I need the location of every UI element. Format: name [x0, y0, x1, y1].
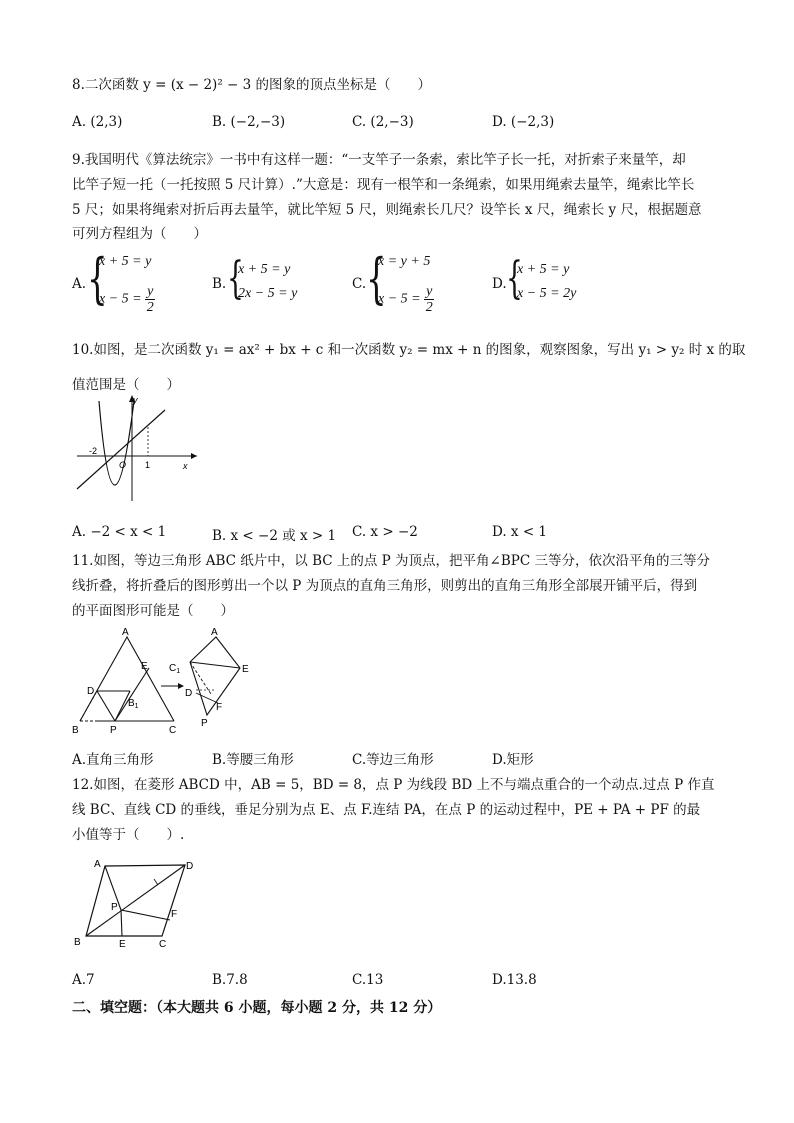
fraction: $\frac{y}{2}$ [425, 284, 433, 315]
segment-dp [97, 691, 115, 721]
q10-options [72, 524, 752, 544]
q12-line-3: 小值等于（ ）. [72, 827, 185, 843]
q10-line-1: 10.如图，是二次函数 y₁ = ax² + bx + c 和一次函数 y₂ = mx + n 的图象，观察图象，写出 y₁ > y₂ 时 x 的取 [72, 342, 746, 358]
label-1: 1 [145, 460, 151, 470]
q10-option-b: B. x < −2 或 x > 1 [212, 528, 337, 544]
triangle-abc [80, 637, 174, 721]
label-c: C [169, 725, 177, 736]
q10-figure [75, 393, 200, 503]
label-b: B [74, 937, 81, 948]
label-a: A [94, 859, 101, 870]
diagonal-bd [86, 865, 185, 936]
brace-icon: { [366, 247, 387, 310]
label-a2: A [211, 627, 218, 638]
q8-options [72, 114, 752, 134]
q11-line-1: 11.如图，等边三角形 ABC 纸片中，以 BC 上的点 P 为顶点，把平角∠BPC 三等分，依次沿平角的三等分 [72, 553, 710, 569]
q9-option-a-label: A. [72, 276, 87, 292]
q10-option-a: A. −2 < x < 1 [72, 524, 167, 540]
q10-option-d: D. x < 1 [492, 524, 548, 540]
label-f: F [171, 909, 178, 920]
segment-pe [115, 668, 149, 721]
q9-line-1: 9.我国明代《算法统宗》一书中有这样一题：“一支竿子一条索，索比竿子长一托，对折索子来量竿，却 [72, 152, 686, 168]
folded-shape [190, 637, 240, 715]
q8-option-c: C. (2,−3) [352, 114, 414, 130]
tick-mark [154, 879, 158, 885]
q9-line-4: 可列方程组为（ ） [72, 226, 207, 242]
q9-line-3: 5 尺；如果将绳索对折后再去量竿，就比竿短 5 尺，则绳索长几尺？设竿长 x 尺，绳索长 y 尺，根据题意 [72, 202, 702, 218]
brace-icon: { [506, 253, 523, 304]
x-axis-arrow-icon [191, 453, 197, 459]
q11-option-b: B.等腰三角形 [212, 752, 294, 768]
q8-stem: 8.二次函数 y = (x − 2)² − 3 的图象的顶点坐标是（ ） [72, 77, 432, 93]
q9-option-c-label: C. [352, 276, 367, 292]
segment-pe [121, 910, 122, 936]
q9-option-b-label: B. [212, 276, 227, 292]
q11-line-2: 线折叠，将折叠后的图形剪出一个以 P 为顶点的直角三角形，则剪出的直角三角形全部展开铺平后，得到 [72, 578, 698, 594]
q12-options [72, 972, 752, 992]
label-minus-2: -2 [89, 446, 98, 456]
label-b1: $B_1$ [128, 698, 139, 710]
q8-option-d: D. (−2,3) [492, 114, 555, 130]
segment-df [196, 693, 218, 703]
label-b: B [72, 725, 79, 736]
brace-icon: { [87, 247, 108, 310]
brace-icon: { [227, 253, 244, 304]
label-d: D [87, 686, 95, 697]
label-e: E [141, 661, 148, 672]
q11-figure [70, 624, 260, 739]
label-c: C [159, 939, 167, 950]
segment-pf [121, 910, 170, 920]
label-f2: F [216, 702, 223, 713]
q8-option-a: A. (2,3) [72, 114, 123, 130]
label-e: E [119, 939, 126, 950]
q9-line-2: 比竿子短一托（一托按照 5 尺计算）.”大意是：现有一根竿和一条绳索，如果用绳索去量竿，绳索比竿长 [72, 177, 695, 193]
q11-line-3: 的平面图形可能是（ ） [72, 603, 234, 619]
section-heading-fill-in: 二、填空题：（本大题共 6 小题，每小题 2 分，共 12 分） [72, 1000, 442, 1016]
q11-option-a: A.直角三角形 [72, 752, 154, 768]
label-a: A [122, 627, 129, 638]
fraction: $\frac{y}{2}$ [146, 284, 154, 315]
label-x: x [183, 461, 188, 471]
q12-option-a: A.7 [72, 972, 95, 988]
fold-dashed-1 [190, 662, 211, 694]
q10-option-c: C. x > −2 [352, 524, 418, 540]
q8-option-b: B. (−2,−3) [212, 114, 286, 130]
label-e2: E [242, 664, 249, 675]
label-d: D [186, 861, 194, 872]
q11-option-c: C.等边三角形 [352, 752, 434, 768]
q9-option-d-label: D. [492, 276, 507, 292]
q12-line-1: 12.如图，在菱形 ABCD 中，AB = 5，BD = 8，点 P 为线段 BD 上不与端点重合的一个动点.过点 P 作直 [72, 777, 715, 793]
q11-options [72, 748, 752, 768]
label-origin: O [119, 460, 127, 470]
q12-line-2: 线 BC、直线 CD 的垂线，垂足分别为点 E、点 F.连结 PA，在点 P 的运动过程中，PE + PA + PF 的最 [72, 802, 701, 818]
label-d2: D [185, 688, 193, 699]
label-y: y [133, 395, 138, 405]
q12-option-d: D.13.8 [492, 972, 537, 988]
q11-option-d: D.矩形 [492, 752, 534, 768]
q12-figure [70, 853, 210, 953]
label-p: P [111, 902, 118, 913]
label-p: P [110, 725, 117, 736]
label-p2: P [201, 718, 208, 729]
fold-line [190, 662, 240, 668]
q12-option-b: B.7.8 [212, 972, 248, 988]
q12-option-c: C.13 [352, 972, 384, 988]
q10-line-2: 值范围是（ ） [72, 377, 180, 393]
arrow-right-icon [178, 683, 184, 689]
label-c1: $C_1$ [169, 663, 181, 675]
